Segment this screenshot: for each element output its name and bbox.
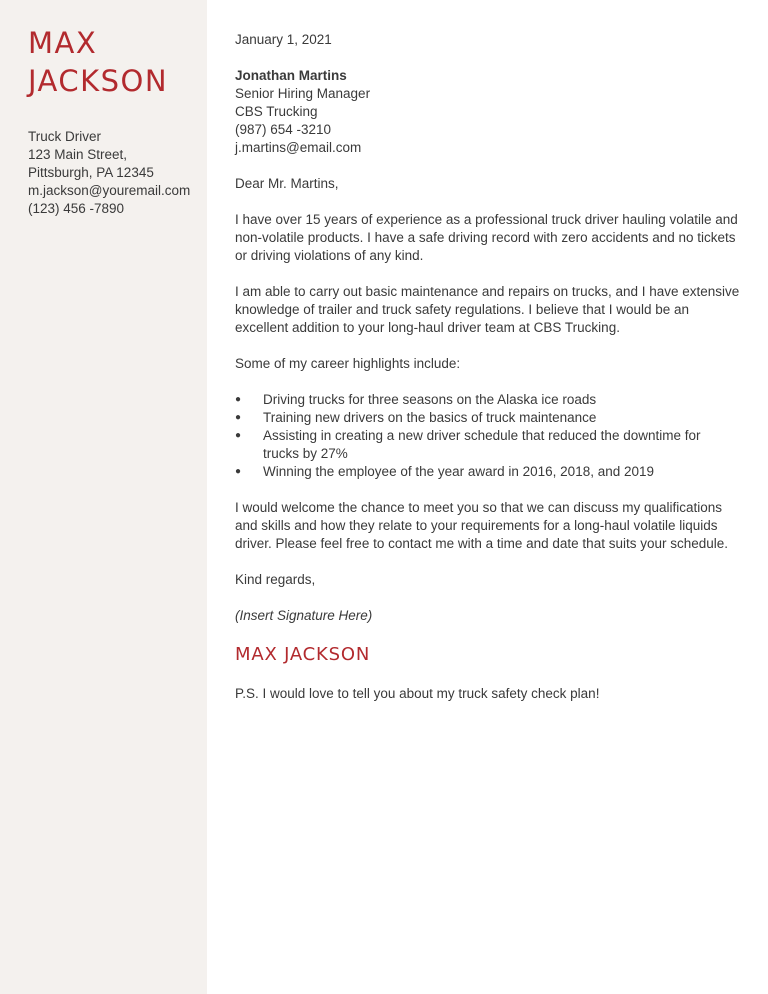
bullet-icon: ● xyxy=(235,466,242,477)
job-title: Truck Driver xyxy=(28,129,101,144)
signature-name: MAX JACKSON xyxy=(235,644,371,665)
list-item-text: Winning the employee of the year award in 2016, 2018, and 2019 xyxy=(263,464,655,479)
applicant-first-name: MAX xyxy=(28,26,98,60)
list-item-text: Driving trucks for three seasons on the Alaska ice roads xyxy=(263,392,597,407)
bullet-icon: ● xyxy=(235,430,242,441)
list-item xyxy=(235,463,740,481)
sidebar xyxy=(0,0,207,994)
postscript: P.S. I would love to tell you about my truck safety check plan! xyxy=(235,686,600,701)
applicant-email: m.jackson@youremail.com xyxy=(28,183,191,198)
list-item-text: Training new drivers on the basics of truck maintenance xyxy=(263,410,597,425)
recipient-phone: (987) 654 -3210 xyxy=(235,122,332,137)
letter-date: January 1, 2021 xyxy=(235,32,332,47)
street-address: 123 Main Street, xyxy=(28,147,128,162)
recipient-email: j.martins@email.com xyxy=(235,140,362,155)
paragraph-skills: I am able to carry out basic maintenance and repairs on trucks, and I have extensive knowledge of trailer and truck safety regulations. I believe that I would be an excellent addition to your long-haul driver team at CBS Trucking. xyxy=(235,284,740,335)
highlights-intro: Some of my career highlights include: xyxy=(235,356,461,371)
list-item xyxy=(235,409,740,427)
applicant-phone: (123) 456 -7890 xyxy=(28,201,125,216)
recipient-name: Jonathan Martins xyxy=(235,68,347,83)
applicant-name xyxy=(28,24,168,100)
closing: Kind regards, xyxy=(235,572,316,587)
salutation: Dear Mr. Martins, xyxy=(235,176,339,191)
paragraph-experience: I have over 15 years of experience as a professional truck driver hauling volatile and non-volatile products. I have a safe driving record with zero accidents and no tickets or driving violations of any kind. xyxy=(235,212,738,263)
bullet-icon: ● xyxy=(235,394,242,405)
list-item xyxy=(235,427,740,463)
paragraph-closing: I would welcome the chance to meet you so that we can discuss my qualifications and skills and how they relate to your requirements for a long-haul volatile liquids driver. Please feel free to contact me with a time and date that suits your schedule. xyxy=(235,500,729,551)
signature-placeholder: (Insert Signature Here) xyxy=(235,608,373,623)
list-item-text: Assisting in creating a new driver schedule that reduced the downtime for trucks by 27% xyxy=(263,428,701,461)
bullet-icon: ● xyxy=(235,412,242,423)
city-address: Pittsburgh, PA 12345 xyxy=(28,165,154,180)
highlights-list xyxy=(235,391,740,481)
recipient-title: Senior Hiring Manager xyxy=(235,86,371,101)
recipient-block xyxy=(235,67,740,157)
list-item xyxy=(235,391,740,409)
recipient-company: CBS Trucking xyxy=(235,104,318,119)
applicant-last-name: JACKSON xyxy=(28,64,169,98)
letter-body xyxy=(235,31,740,721)
contact-info xyxy=(28,128,190,218)
